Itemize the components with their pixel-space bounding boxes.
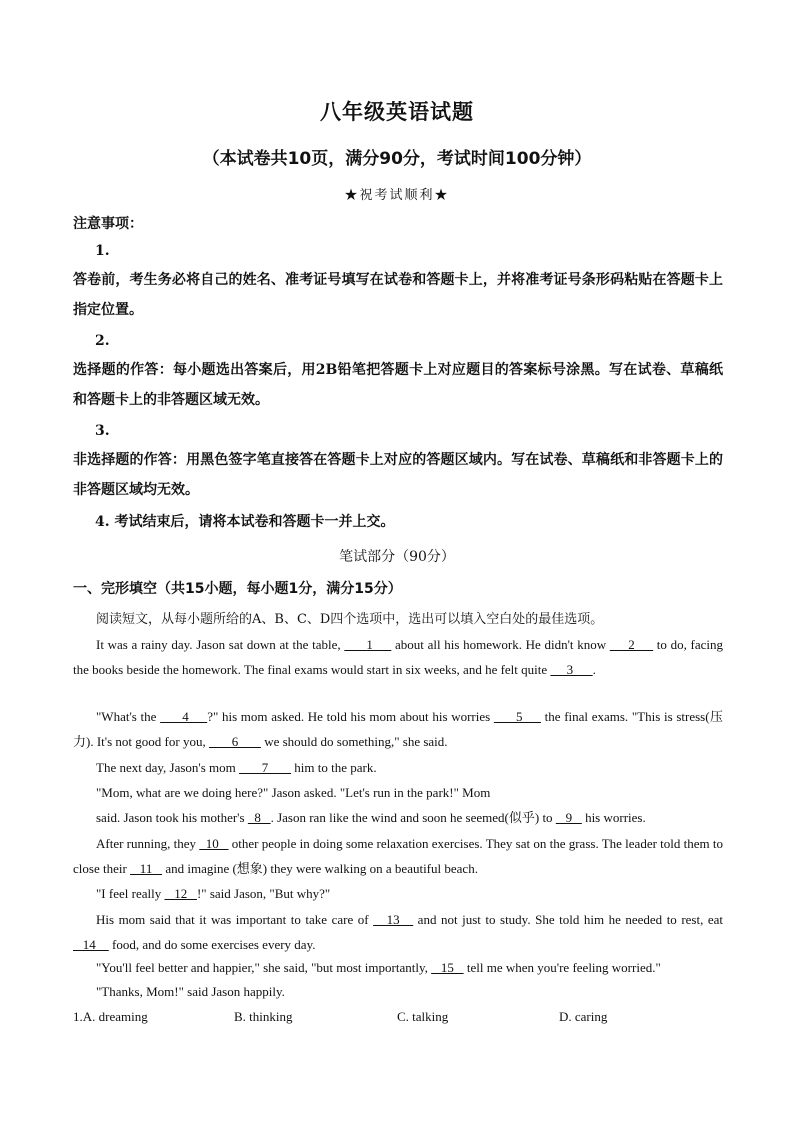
part-instruction: 阅读短文，从每小题所给的A、B、C、D四个选项中，选出可以填入空白处的最佳选项。 bbox=[96, 612, 604, 627]
part-heading: 一、完形填空（共15小题，每小题1分，满分15分） bbox=[73, 581, 402, 597]
passage-text: him to the park. bbox=[291, 760, 377, 775]
passage-text: After running, they bbox=[96, 836, 200, 851]
blank-13: 13 bbox=[373, 912, 414, 927]
passage-text: "What's the bbox=[96, 709, 161, 724]
passage-paragraph bbox=[73, 705, 723, 754]
passage-text: !" said Jason, "But why?" bbox=[196, 886, 331, 901]
passage-text: to do, facing the books beside the homework. The final exams would start in six weeks, and he felt quite bbox=[73, 637, 724, 677]
written-section-heading: 笔试部分（90分） bbox=[339, 549, 455, 565]
passage-paragraph bbox=[73, 882, 723, 907]
passage-text: "I feel really bbox=[96, 886, 165, 901]
blank-10: 10 bbox=[199, 836, 229, 851]
passage-paragraph bbox=[73, 908, 723, 957]
notice-item-number: 3. bbox=[95, 423, 110, 439]
notice-item-number: 4. bbox=[95, 514, 110, 530]
blank-8: 8 bbox=[247, 810, 271, 825]
blank-7: 7 bbox=[239, 760, 292, 775]
notice-item-number: 2. bbox=[95, 333, 110, 349]
option-b: B. thinking bbox=[234, 1009, 293, 1024]
passage-text: His mom said that it was important to take care of bbox=[96, 912, 374, 927]
notice-item-4 bbox=[95, 507, 715, 537]
notice-item-text: 考试结束后，请将本试卷和答题卡一并上交。 bbox=[114, 514, 395, 530]
blank-5: 5 bbox=[493, 709, 541, 724]
passage-text: tell me when you're feeling worried." bbox=[463, 960, 661, 975]
notice-item-text: 答卷前，考生务必将自己的姓名、准考证号填写在试卷和答题卡上，并将准考证号条形码粘贴在答题卡上指定位置。 bbox=[73, 272, 723, 318]
blank-12: 12 bbox=[164, 886, 197, 901]
option-c: C. talking bbox=[397, 1009, 449, 1024]
passage-paragraph bbox=[73, 756, 723, 781]
passage-text: ?" his mom asked. He told his mom about his worries bbox=[207, 709, 494, 724]
passage-text: the final exams. "This is stress(压力). It's not good for you, bbox=[73, 709, 723, 749]
blank-15: 15 bbox=[431, 960, 464, 975]
option-d: D. caring bbox=[559, 1009, 608, 1024]
passage-paragraph bbox=[73, 956, 723, 981]
passage-paragraph bbox=[73, 832, 723, 881]
blank-1: 1 bbox=[344, 637, 392, 652]
notice-item-number: 1. bbox=[95, 243, 110, 259]
passage-paragraph: "Mom, what are we doing here?" Jason asked. "Let's run in the park!" Mom bbox=[96, 785, 491, 800]
passage-text: his worries. bbox=[581, 810, 646, 825]
passage-text: said. Jason took his mother's bbox=[96, 810, 248, 825]
passage-text: we should do something," she said. bbox=[260, 733, 448, 749]
passage-paragraph bbox=[73, 806, 723, 831]
passage-text: . Jason ran like the wind and soon he seemed(似乎) to bbox=[270, 810, 556, 825]
notice-item-text: 选择题的作答：每小题选出答案后，用2B铅笔把答题卡上对应题目的答案标号涂黑。写在试卷、草稿纸和答题卡上的非答题区域无效。 bbox=[73, 362, 723, 408]
blank-4: 4 bbox=[160, 709, 208, 724]
passage-text: The next day, Jason's mom bbox=[96, 760, 240, 775]
passage-paragraph bbox=[73, 633, 723, 682]
blank-9: 9 bbox=[555, 810, 582, 825]
page-subtitle: （本试卷共10页，满分90分，考试时间100分钟） bbox=[202, 149, 592, 169]
passage-text: other people in doing some relaxation exercises. They sat on the grass. The leader told them to close their bbox=[73, 836, 724, 876]
passage-text: and not just to study. She told him he needed to rest, eat bbox=[413, 912, 724, 927]
page-title: 八年级英语试题 bbox=[320, 100, 474, 124]
passage-text: "You'll feel better and happier," she said, "but most importantly, bbox=[96, 960, 432, 975]
passage-text: food, and do some exercises every day. bbox=[108, 936, 316, 952]
passage-paragraph: "Thanks, Mom!" said Jason happily. bbox=[96, 984, 285, 999]
passage-text: about all his homework. He didn't know bbox=[391, 637, 610, 652]
blank-11: 11 bbox=[130, 860, 163, 876]
blank-2: 2 bbox=[609, 637, 654, 652]
notice-item-text: 非选择题的作答：用黑色签字笔直接答在答题卡上对应的答题区域内。写在试卷、草稿纸和非答题卡上的非答题区域均无效。 bbox=[73, 452, 723, 498]
blank-14: 14 bbox=[73, 936, 109, 952]
option-a: 1.A. dreaming bbox=[73, 1009, 148, 1024]
blank-3: 3 bbox=[550, 661, 593, 677]
notice-heading: 注意事项： bbox=[73, 216, 143, 232]
blank-6: 6 bbox=[208, 733, 261, 749]
blessing-line: ★祝考试顺利★ bbox=[344, 188, 450, 203]
passage-text: and imagine (想象) they were walking on a beautiful beach. bbox=[162, 860, 478, 876]
passage-text: . bbox=[592, 661, 596, 677]
passage-text: It was a rainy day. Jason sat down at the table, bbox=[96, 637, 345, 652]
